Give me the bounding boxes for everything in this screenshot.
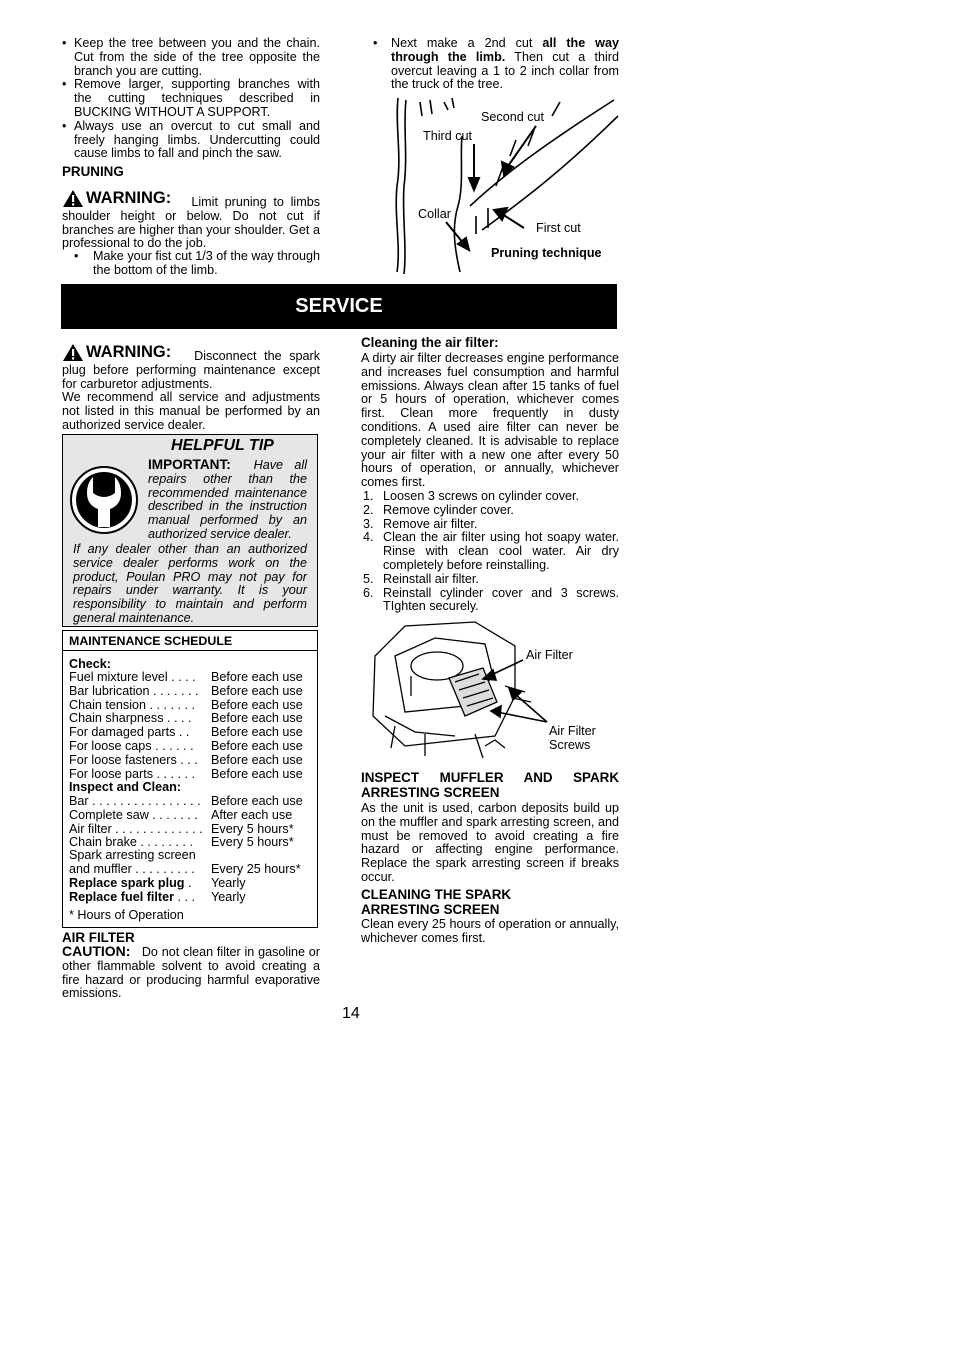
first-cut-label: First cut — [536, 221, 581, 235]
air-filter-screws-label-2: Screws — [549, 738, 591, 752]
muffler-heading: INSPECT MUFFLER AND SPARK ARRESTING SCREEN — [361, 770, 619, 800]
air-filter-screws-label-1: Air Filter — [549, 724, 596, 738]
warning-label: WARNING: — [62, 189, 171, 208]
cleaning-steps — [361, 490, 619, 614]
spark-heading: CLEANING THE SPARK ARRESTING SCREEN — [361, 887, 512, 917]
second-cut-label: Second cut — [481, 110, 545, 124]
dealer-text: If any dealer other than an authorized service dealer performs work on the product, Poulan PRO may not pay for repairs under warranty. It is your responsibility to maintain and perform general maintenance. — [73, 542, 307, 625]
step-item: 6. Reinstall cylinder cover and 3 screws. TIghten securely. — [363, 585, 619, 614]
pruning-warning-text: Limit pruning to limbs shoulder height or below. Do not cut if branches are higher than your shoulder. Get a professional to do the job. — [62, 195, 320, 251]
caution-label: CAUTION: — [62, 943, 131, 959]
maintenance-heading: MAINTENANCE SCHEDULE — [63, 631, 317, 651]
service-recommend-text: We recommend all service and adjustments not listed in this manual be performed by an authorized service dealer. — [62, 390, 320, 432]
bullet-item: • Make your fist cut 1/3 of the way through the bottom of the limb. — [74, 250, 320, 278]
right-top-bullet: • Next make a 2nd cut all the way through the limb. Then cut a third overcut leaving a 1 to 2 inch collar from the truck of the tree. — [373, 37, 619, 92]
spark-line1: Spark arresting screen — [69, 848, 196, 862]
warning-triangle-icon — [62, 343, 84, 362]
service-banner: SERVICE — [61, 284, 617, 329]
air-filter-figure — [365, 616, 623, 766]
caution-block — [62, 945, 320, 1001]
pruning-bullet — [74, 250, 320, 278]
warning-label: WARNING: — [62, 343, 171, 362]
air-filter-label: Air Filter — [526, 648, 573, 662]
service-warning-text: Disconnect the spark plug before performing maintenance except for carburetor adjustments. — [62, 349, 320, 391]
step-item: 3. Remove air filter. — [363, 516, 478, 531]
check-heading: Check: — [69, 657, 111, 671]
helpful-tip-box — [62, 434, 318, 627]
step-item: 1. Loosen 3 screws on cylinder cover. — [363, 488, 580, 503]
pruning-warning — [62, 189, 320, 251]
pruning-heading: PRUNING — [62, 164, 124, 179]
warning-triangle-icon — [62, 189, 84, 208]
step-item: 2. Remove cylinder cover. — [363, 502, 514, 517]
left-top-bullets — [62, 37, 320, 161]
bullet-item: • Keep the tree between you and the chain. Cut from the side of the tree opposite the branch you are cutting. — [62, 37, 320, 78]
bullet-item: • Always use an overcut to cut small and freely hanging limbs. Undercutting could cause limbs to fall and pinch the saw. — [62, 120, 320, 161]
schedule-footnote: * Hours of Operation — [69, 908, 184, 922]
cleaning-text: A dirty air filter decreases engine performance and increases fuel consumption and harmful emissions. Always clean after 15 tanks of fuel or 5 hours of operation, whichever comes first. Clean more frequently in dusty conditions. A used aire filter can never be completely cleaned. It is advisable to replace your air filter with a new one after every 50 hours of operation, or annually, whichever comes first. 1. Loosen 3 screws on cylinder cover. 2. Remove cylinder cover. 3. Remove air filter. 4. Clean the air filter using hot soapy water. Rinse with clean cool water. Air dry completely before reinstalling. 5. Reinstall air filter. 6. Reinstall cylinder cover and 3 screws. TIghten securely. — [361, 351, 619, 614]
pruning-figure — [392, 96, 622, 276]
bullet-item: • Remove larger, supporting branches with the cutting techniques described in BUCKING WITHOUT A SUPPORT. — [62, 78, 320, 119]
inspect-heading: Inspect and Clean: — [69, 780, 181, 794]
helpful-tip-title: HELPFUL TIP — [171, 437, 274, 454]
important-text: IMPORTANT: Have all repairs other than the recommended maintenance described in the instruction manual performed by an authorized service dealer. — [148, 457, 308, 541]
third-cut-label: Third cut — [423, 129, 472, 143]
figure-caption: Pruning technique — [491, 246, 602, 260]
maintenance-schedule: MAINTENANCE SCHEDULE Check: Fuel mixture level . . . . Before each use Bar lubrication . . . . . . . Before each use Chain tension . . . . . . . Before each use Chain sharpness . . . . Before each use For damaged parts . . Before each use For loose caps . . . . . . Before each use For loose fasteners . . . Before each use For loose parts . . . . . . Before each use Inspect and Clean: Bar . . . . . . . . . . . . . . . . Before each use Complete saw . . . . . . . After each use Air filter . . . . . . . . . . . . . Every 5 hours* Chain brake . . . . . . . . Every 5 hours* Spark arresting screen and muffler . . . . . . . . . Every 25 hours* Replace spark plug . Yearly Replace fuel filter . . . Yearly * Hours of Operation — [62, 630, 318, 928]
caution-text: Do not clean filter in gasoline or other flammable solvent to avoid creating a fire hazard or producing harmful evaporative emissions. — [62, 945, 320, 1001]
wrench-icon — [69, 465, 139, 535]
service-warning — [62, 343, 320, 433]
spark-text: Clean every 25 hours of operation or annually, whichever comes first. — [361, 917, 619, 945]
step-item: 5. Reinstall air filter. — [363, 571, 479, 586]
cleaning-heading: Cleaning the air filter: — [361, 335, 499, 350]
step-item: 4. Clean the air filter using hot soapy water. Rinse with clean cool water. Air dry completely before reinstalling. — [363, 530, 619, 572]
air-filter-heading: AIR FILTER — [62, 930, 135, 945]
page-number: 14 — [342, 1005, 360, 1022]
collar-label: Collar — [418, 207, 451, 221]
muffler-text: As the unit is used, carbon deposits build up on the muffler and spark arresting screen, and must be removed to avoid creating a fire hazard or affecting engine performance. Replace the spark arresting screen if breaks occur. — [361, 801, 619, 884]
